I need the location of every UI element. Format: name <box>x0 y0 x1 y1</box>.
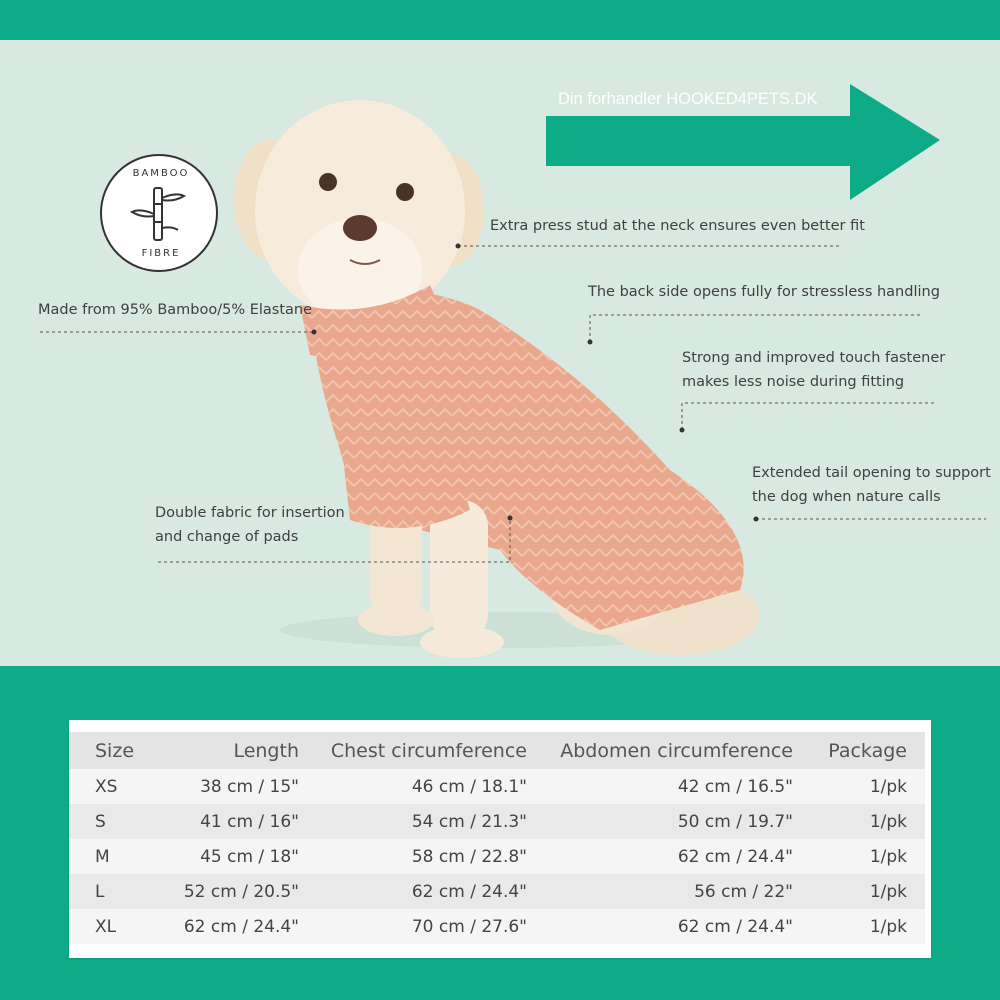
callout-fastener-line2: makes less noise during fitting <box>682 374 905 390</box>
badge-bottom-text: FIBRE <box>141 248 181 259</box>
cell-size: M <box>69 839 171 874</box>
cell-abdomen: 62 cm / 24.4" <box>535 839 801 874</box>
cell-length: 52 cm / 20.5" <box>171 874 307 909</box>
cell-package: 1/pk <box>801 769 925 804</box>
cell-chest: 58 cm / 22.8" <box>307 839 535 874</box>
size-table <box>69 732 925 944</box>
size-table-card <box>69 720 931 958</box>
callout-back: The back side opens fully for stressless handling <box>588 284 940 300</box>
badge-top-text: BAMBOO <box>132 168 190 179</box>
callout-fastener-line1: Strong and improved touch fastener <box>682 350 946 366</box>
cell-length: 38 cm / 15" <box>171 769 307 804</box>
cell-size: L <box>69 874 171 909</box>
cell-length: 41 cm / 16" <box>171 804 307 839</box>
table-header-row <box>69 732 925 769</box>
cell-package: 1/pk <box>801 874 925 909</box>
callout-material: Made from 95% Bamboo/5% Elastane <box>38 302 313 318</box>
cell-abdomen: 62 cm / 24.4" <box>535 909 801 944</box>
cell-chest: 46 cm / 18.1" <box>307 769 535 804</box>
table-row <box>69 874 925 909</box>
cell-chest: 62 cm / 24.4" <box>307 874 535 909</box>
cell-abdomen: 50 cm / 19.7" <box>535 804 801 839</box>
header-length: Length <box>171 732 307 769</box>
cell-package: 1/pk <box>801 804 925 839</box>
cell-package: 1/pk <box>801 909 925 944</box>
callout-tail-line2: the dog when nature calls <box>752 489 941 505</box>
header-chest: Chest circumference <box>307 732 535 769</box>
cell-size: XS <box>69 769 171 804</box>
callout-pads-line1: Double fabric for insertion <box>155 505 345 521</box>
cell-package: 1/pk <box>801 839 925 874</box>
header-abdomen: Abdomen circumference <box>535 732 801 769</box>
cell-chest: 54 cm / 21.3" <box>307 804 535 839</box>
cell-abdomen: 42 cm / 16.5" <box>535 769 801 804</box>
cell-chest: 70 cm / 27.6" <box>307 909 535 944</box>
cell-abdomen: 56 cm / 22" <box>535 874 801 909</box>
cell-length: 62 cm / 24.4" <box>171 909 307 944</box>
cell-length: 45 cm / 18" <box>171 839 307 874</box>
cell-size: S <box>69 804 171 839</box>
table-row <box>69 839 925 874</box>
product-image <box>0 40 1000 666</box>
cell-size: XL <box>69 909 171 944</box>
table-row <box>69 909 925 944</box>
banner-text[interactable]: Din forhandler HOOKED4PETS.DK <box>558 90 818 108</box>
callout-tail-line1: Extended tail opening to support <box>752 465 991 481</box>
callout-pads-line2: and change of pads <box>155 529 299 545</box>
header-size: Size <box>69 732 171 769</box>
callout-neck: Extra press stud at the neck ensures even better fit <box>490 218 865 234</box>
table-row <box>69 769 925 804</box>
table-row <box>69 804 925 839</box>
header-package: Package <box>801 732 925 769</box>
